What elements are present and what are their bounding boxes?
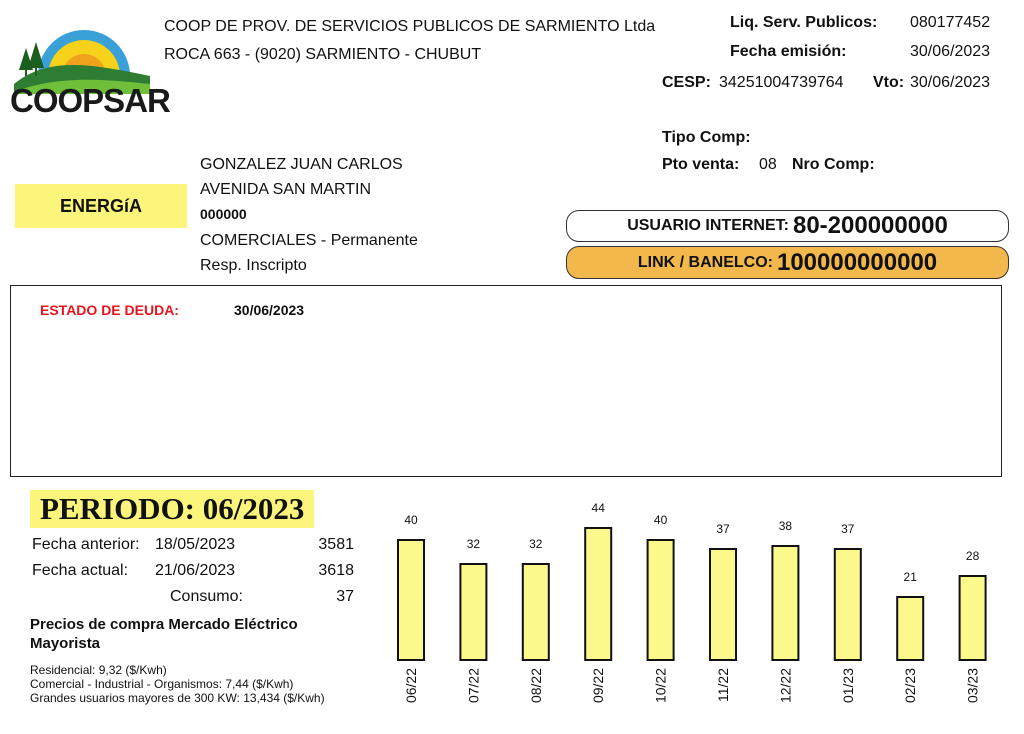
client-category: COMERCIALES - Permanente bbox=[200, 232, 418, 249]
bar-07/22 bbox=[460, 564, 486, 660]
pto-venta-label: Pto venta: bbox=[662, 156, 740, 173]
bar-08/22 bbox=[523, 564, 549, 660]
bar-value-label: 21 bbox=[903, 570, 917, 584]
link-banelco-pill bbox=[566, 246, 1009, 279]
x-tick-label: 10/22 bbox=[652, 668, 669, 704]
x-tick-label: 07/22 bbox=[465, 668, 482, 704]
bar-02/23 bbox=[897, 597, 923, 660]
pto-venta-value: 08 bbox=[759, 156, 777, 173]
liq-value: 080177452 bbox=[910, 14, 991, 31]
bar-03/23 bbox=[960, 576, 986, 660]
curr-date-label: Fecha actual: bbox=[32, 562, 129, 579]
vto-label: Vto: bbox=[873, 74, 905, 91]
service-label: ENERGíA bbox=[15, 184, 187, 228]
curr-reading: 3618 bbox=[318, 562, 354, 579]
x-tick-label: 08/22 bbox=[527, 668, 544, 704]
internet-user-value: 80-200000000 bbox=[792, 212, 948, 239]
bar-12/22 bbox=[772, 546, 798, 660]
x-tick-label: 09/22 bbox=[590, 668, 607, 704]
period-title: PERIODO: 06/2023 bbox=[30, 490, 314, 528]
company-name: COOP DE PROV. DE SERVICIOS PUBLICOS DE SARMIENTO Ltda bbox=[164, 18, 656, 35]
curr-date: 21/06/2023 bbox=[155, 562, 236, 579]
bar-01/23 bbox=[835, 549, 861, 660]
client-tax-status: Resp. Inscripto bbox=[200, 257, 307, 274]
fecha-emision-value: 30/06/2023 bbox=[910, 43, 991, 60]
consumo-label: Consumo: bbox=[170, 588, 243, 605]
debt-date: 30/06/2023 bbox=[234, 302, 305, 318]
bar-value-label: 38 bbox=[778, 519, 793, 533]
x-tick-label: 01/23 bbox=[839, 668, 856, 704]
x-tick-label: 11/22 bbox=[715, 668, 731, 702]
bar-11/22 bbox=[710, 549, 736, 660]
bar-value-label: 32 bbox=[529, 537, 543, 551]
link-banelco-label: LINK / BANELCO: bbox=[637, 253, 773, 271]
liq-label: Liq. Serv. Publicos: bbox=[730, 14, 878, 31]
x-tick-label: 12/22 bbox=[777, 668, 794, 704]
tipo-comp-label: Tipo Comp: bbox=[662, 129, 751, 146]
client-address: AVENIDA SAN MARTIN bbox=[200, 181, 371, 198]
bar-value-label: 37 bbox=[716, 522, 730, 536]
internet-user-pill bbox=[566, 210, 1009, 242]
link-banelco-value: 100000000000 bbox=[776, 248, 938, 276]
x-tick-label: 02/23 bbox=[902, 668, 919, 704]
consumo-value: 37 bbox=[336, 588, 354, 605]
client-number: 000000 bbox=[200, 206, 247, 222]
bar-value-label: 32 bbox=[466, 537, 481, 551]
bar-value-label: 40 bbox=[404, 513, 418, 527]
bar-10/22 bbox=[648, 540, 674, 660]
cesp-value: 34251004739764 bbox=[719, 74, 844, 91]
bar-06/22 bbox=[398, 540, 424, 660]
consumption-chart bbox=[380, 490, 1010, 730]
fecha-emision-label: Fecha emisión: bbox=[730, 43, 847, 60]
prev-date-label: Fecha anterior: bbox=[32, 536, 140, 553]
logo-text: COOPSAR bbox=[10, 82, 170, 119]
bar-value-label: 37 bbox=[841, 522, 855, 536]
prev-date: 18/05/2023 bbox=[155, 536, 236, 553]
prev-reading: 3581 bbox=[318, 536, 354, 553]
x-tick-label: 03/23 bbox=[964, 668, 981, 704]
nro-comp-label: Nro Comp: bbox=[792, 156, 875, 173]
price-residential: Residencial: 9,32 ($/Kwh) bbox=[30, 663, 167, 677]
bar-value-label: 28 bbox=[965, 549, 980, 563]
debt-label: ESTADO DE DEUDA: bbox=[40, 302, 179, 318]
bar-09/22 bbox=[585, 528, 611, 660]
cesp-label: CESP: bbox=[662, 74, 711, 91]
vto-value: 30/06/2023 bbox=[910, 74, 991, 91]
prices-title: Precios de compra Mercado Eléctrico Mayorista bbox=[30, 616, 298, 652]
price-commercial: Comercial - Industrial - Organismos: 7,44 ($/Kwh) bbox=[30, 677, 294, 691]
company-address: ROCA 663 - (9020) SARMIENTO - CHUBUT bbox=[164, 46, 482, 63]
price-large-users: Grandes usuarios mayores de 300 KW: 13,434 ($/Kwh) bbox=[30, 691, 325, 705]
bar-value-label: 40 bbox=[653, 513, 668, 527]
internet-user-label: USUARIO INTERNET: bbox=[627, 217, 789, 234]
x-tick-label: 06/22 bbox=[403, 668, 419, 704]
bar-value-label: 44 bbox=[591, 501, 605, 515]
client-name: GONZALEZ JUAN CARLOS bbox=[200, 156, 403, 173]
